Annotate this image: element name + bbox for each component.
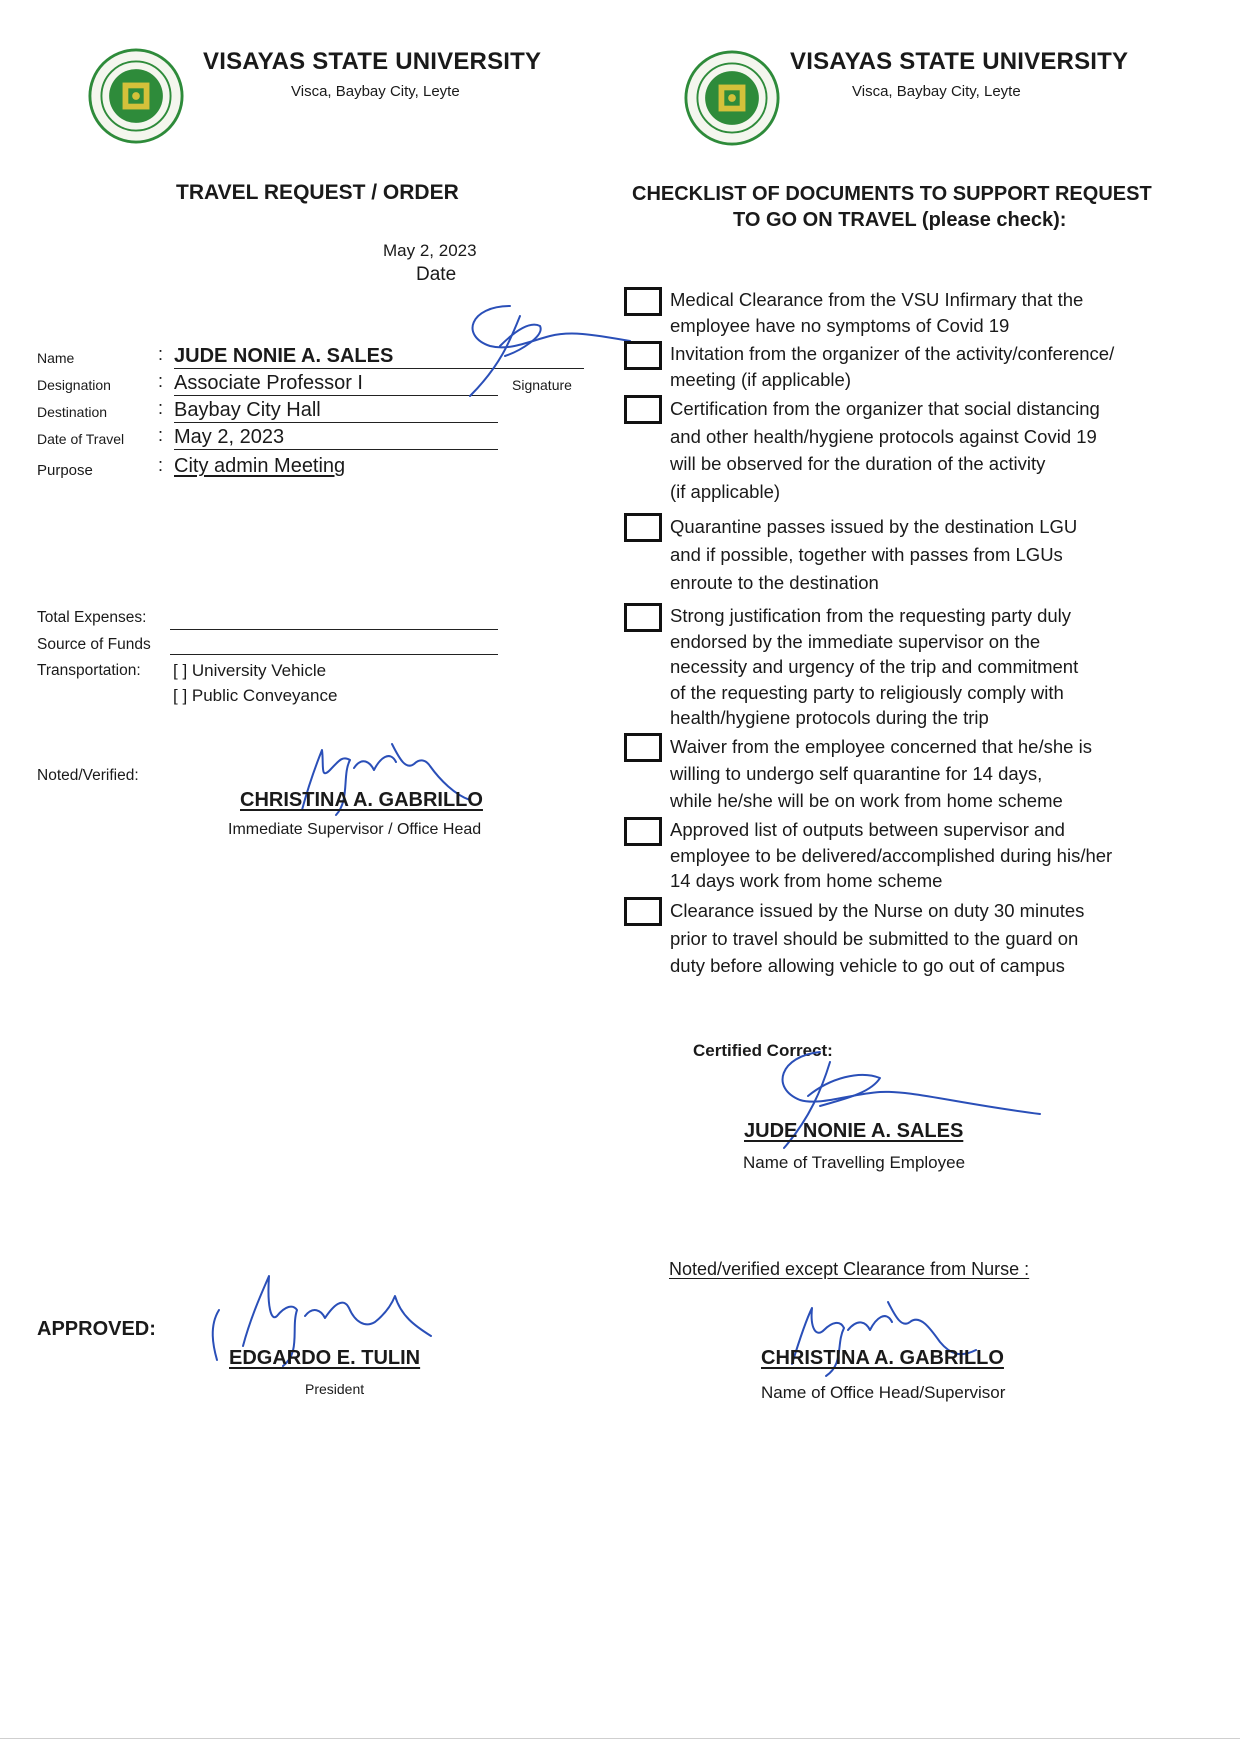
checklist-title-line2: TO GO ON TRAVEL (please check): [733,209,1067,231]
transportation-label: Transportation: [37,662,141,679]
transport-option-public-conveyance[interactable]: [ ] Public Conveyance [173,686,338,705]
supervisor-name: CHRISTINA A. GABRILLO [240,789,483,811]
checkbox-certification[interactable] [624,395,662,424]
approved-label: APPROVED: [37,1318,156,1340]
president-name: EDGARDO E. TULIN [229,1347,421,1369]
checklist-item-certification: Certification from the organizer that social distancing and other health/hygiene protocols against Covid 19 will be observed for the duration of the activity (if applicable) [670,398,1100,502]
total-expenses-label: Total Expenses: [37,609,147,626]
date-of-travel-value: May 2, 2023 [174,425,498,450]
purpose-label: Purpose [37,462,93,479]
designation-label: Designation [37,377,111,393]
checkbox-nurse-clearance[interactable] [624,897,662,926]
checklist-item-medical-clearance: Medical Clearance from the VSU Infirmary that the employee have no symptoms of Covid 19 [670,289,1084,336]
supervisor-signature [280,720,480,830]
total-expenses-line [170,629,498,630]
office-head-role: Name of Office Head/Supervisor [761,1383,1006,1402]
employee-role: Name of Travelling Employee [743,1153,966,1172]
checkbox-waiver[interactable] [624,733,662,762]
travel-order-title: TRAVEL REQUEST / ORDER [176,181,459,204]
checkbox-quarantine-passes[interactable] [624,513,662,542]
university-name: VISAYAS STATE UNIVERSITY [790,48,1129,75]
colon: : [158,455,164,475]
certified-correct-label: Certified Correct: [693,1041,833,1060]
colon: : [158,398,164,418]
transport-option-university-vehicle[interactable]: [ ] University Vehicle [173,661,327,680]
university-address: Visca, Baybay City, Leyte [291,83,460,100]
checklist-item-strong-justification: Strong justification from the requesting party duly endorsed by the immediate supervisor on the necessity and urgency of the trip and commitment of the requesting party to religiously comply with health/hygiene protocols during the trip [670,605,1079,728]
noted-except-label: Noted/verified except Clearance from Nurse : [669,1259,1030,1279]
name-value: JUDE NONIE A. SALES [174,344,498,369]
university-seal-icon [88,48,184,144]
university-name: VISAYAS STATE UNIVERSITY [203,48,542,75]
checklist-item-waiver: Waiver from the employee concerned that he/she is willing to undergo self quarantine for 14 days, while he/she will be on work from home scheme [670,736,1092,811]
checklist-title-line1: CHECKLIST OF DOCUMENTS TO SUPPORT REQUEST [632,183,1152,205]
checklist-item-nurse-clearance: Clearance issued by the Nurse on duty 30 minutes prior to travel should be submitted to the guard on duty before allowing vehicle to go out of campus [670,900,1085,976]
date-value: May 2, 2023 [383,241,477,260]
destination-label: Destination [37,404,108,420]
source-of-funds-line [170,654,498,655]
checkbox-strong-justification[interactable] [624,603,662,632]
office-head-name: CHRISTINA A. GABRILLO [761,1347,1004,1369]
employee-name: JUDE NONIE A. SALES [744,1120,964,1142]
page-edge-divider [0,1738,1240,1739]
colon: : [158,371,164,391]
date-of-travel-label: Date of Travel [37,431,125,447]
name-label: Name [37,350,75,366]
checklist-item-quarantine-passes: Quarantine passes issued by the destination LGU and if possible, together with passes from LGUs enroute to the destination [670,516,1078,593]
noted-verified-label: Noted/Verified: [37,767,139,784]
checkbox-medical-clearance[interactable] [624,287,662,316]
university-address: Visca, Baybay City, Leyte [852,83,1021,100]
supervisor-role: Immediate Supervisor / Office Head [228,821,482,838]
university-seal-icon [684,50,780,146]
colon: : [158,344,164,364]
designation-value: Associate Professor I [174,371,498,396]
purpose-value: City admin Meeting [174,455,346,477]
destination-value: Baybay City Hall [174,398,498,423]
colon: : [158,425,164,445]
source-of-funds-label: Source of Funds [37,636,151,653]
checkbox-invitation[interactable] [624,341,662,370]
applicant-signature [450,296,650,406]
checklist-item-invitation: Invitation from the organizer of the activity/conference/ meeting (if applicable) [670,343,1115,390]
date-label: Date [416,264,457,285]
signature-label: Signature [512,377,572,393]
president-role: President [305,1381,365,1397]
checkbox-approved-outputs[interactable] [624,817,662,846]
checklist-item-approved-outputs: Approved list of outputs between supervisor and employee to be delivered/accomplished during his/her 14 days work from home scheme [670,819,1113,891]
